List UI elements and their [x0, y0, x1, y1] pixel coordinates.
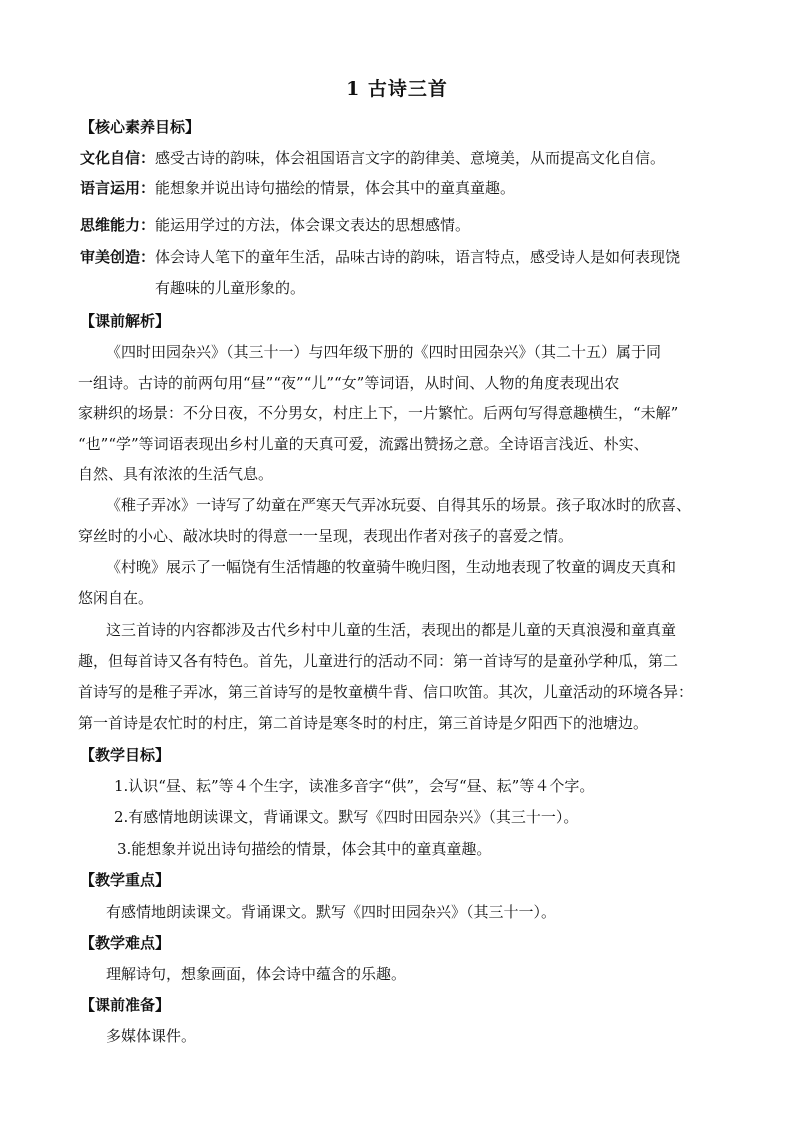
core-goal-text: 能运用学过的方法，体会课文表达的思想感情。	[155, 216, 471, 234]
teaching-goal-item: 1.认识“昼、耘”等４个生字，读准多音字“供”，会写“昼、耘”等４个字。	[114, 777, 595, 795]
core-goal-text: 能想象并说出诗句描绘的情景，体会其中的童真童趣。	[155, 179, 516, 197]
section-heading-difficulties: 【教学难点】	[80, 934, 171, 952]
analysis-line: 一组诗。古诗的前两句用“昼”“夜”“儿”“女”等词语，从时间、人物的角度表现出农	[78, 374, 620, 392]
analysis-line: 穿丝时的小心、敲冰块时的得意一一呈现，表现出作者对孩子的喜爱之情。	[78, 527, 574, 545]
core-goal-label: 审美创造：	[80, 248, 156, 266]
analysis-line: 首诗写的是稚子弄冰，第三首诗写的是牧童横牛背、信口吹笛。其次，儿童活动的环境各异：	[78, 683, 694, 701]
analysis-line: 《四时田园杂兴》（其三十一）与四年级下册的《四时田园杂兴》（其二十五）属于同	[106, 343, 662, 361]
core-goal-thinking	[80, 215, 470, 235]
teaching-goal-item: 2.有感情地朗读课文，背诵课文。默写《四时田园杂兴》（其三十一）。	[114, 808, 579, 826]
core-goal-language	[80, 178, 515, 198]
analysis-line: 《稚子弄冰》一诗写了幼童在严寒天气弄冰玩耍、自得其乐的场景。孩子取冰时的欣喜、	[106, 496, 692, 514]
core-goal-culture	[80, 148, 665, 168]
analysis-line: 趣，但每首诗又各有特色。首先，儿童进行的活动不同：第一首诗写的是童孙学种瓜，第二	[78, 652, 679, 670]
key-points-text: 有感情地朗读课文。背诵课文。默写《四时田园杂兴》（其三十一）。	[106, 903, 557, 921]
difficulties-text: 理解诗句，想象画面，体会诗中蕴含的乐趣。	[106, 965, 407, 983]
section-heading-key-points: 【教学重点】	[80, 871, 171, 889]
analysis-line: 这三首诗的内容都涉及古代乡村中儿童的生活，表现出的都是儿童的天真浪漫和童真童	[106, 621, 677, 639]
section-heading-core-goals: 【核心素养目标】	[80, 118, 201, 136]
section-heading-teaching-goals: 【教学目标】	[80, 746, 171, 764]
preparation-text: 多媒体课件。	[106, 1027, 197, 1045]
core-goal-label: 思维能力：	[80, 216, 156, 234]
analysis-line: 自然、具有浓浓的生活气息。	[78, 465, 274, 483]
core-goal-text: 感受古诗的韵味，体会祖国语言文字的韵律美、意境美，从而提高文化自信。	[155, 149, 666, 167]
analysis-line: 家耕织的场景：不分日夜，不分男女，村庄上下，一片繁忙。后两句写得意趣横生，“未解”	[78, 404, 679, 422]
core-goal-label: 语言运用：	[80, 179, 156, 197]
section-heading-preparation: 【课前准备】	[80, 996, 171, 1014]
page-title: 1 古诗三首	[346, 78, 448, 100]
core-goal-aesthetic	[80, 247, 680, 267]
analysis-line: “也”“学”等词语表现出乡村儿童的天真可爱，流露出赞扬之意。全诗语言浅近、朴实、	[78, 435, 649, 453]
analysis-line: 《村晚》展示了一幅饶有生活情趣的牧童骑牛晚归图，生动地表现了牧童的调皮天真和	[106, 558, 677, 576]
analysis-line: 第一首诗是农忙时的村庄，第二首诗是寒冬时的村庄，第三首诗是夕阳西下的池塘边。	[78, 714, 649, 732]
core-goal-aesthetic-continued: 有趣味的儿童形象的。	[155, 279, 306, 297]
core-goal-label: 文化自信：	[80, 149, 156, 167]
core-goal-text: 体会诗人笔下的童年生活，品味古诗的韵味，语言特点，感受诗人是如何表现饶	[155, 248, 681, 266]
teaching-goal-item: 3.能想象并说出诗句描绘的情景，体会其中的童真童趣。	[117, 840, 492, 858]
analysis-line: 悠闲自在。	[78, 589, 154, 607]
section-heading-pre-analysis: 【课前解析】	[80, 312, 171, 330]
